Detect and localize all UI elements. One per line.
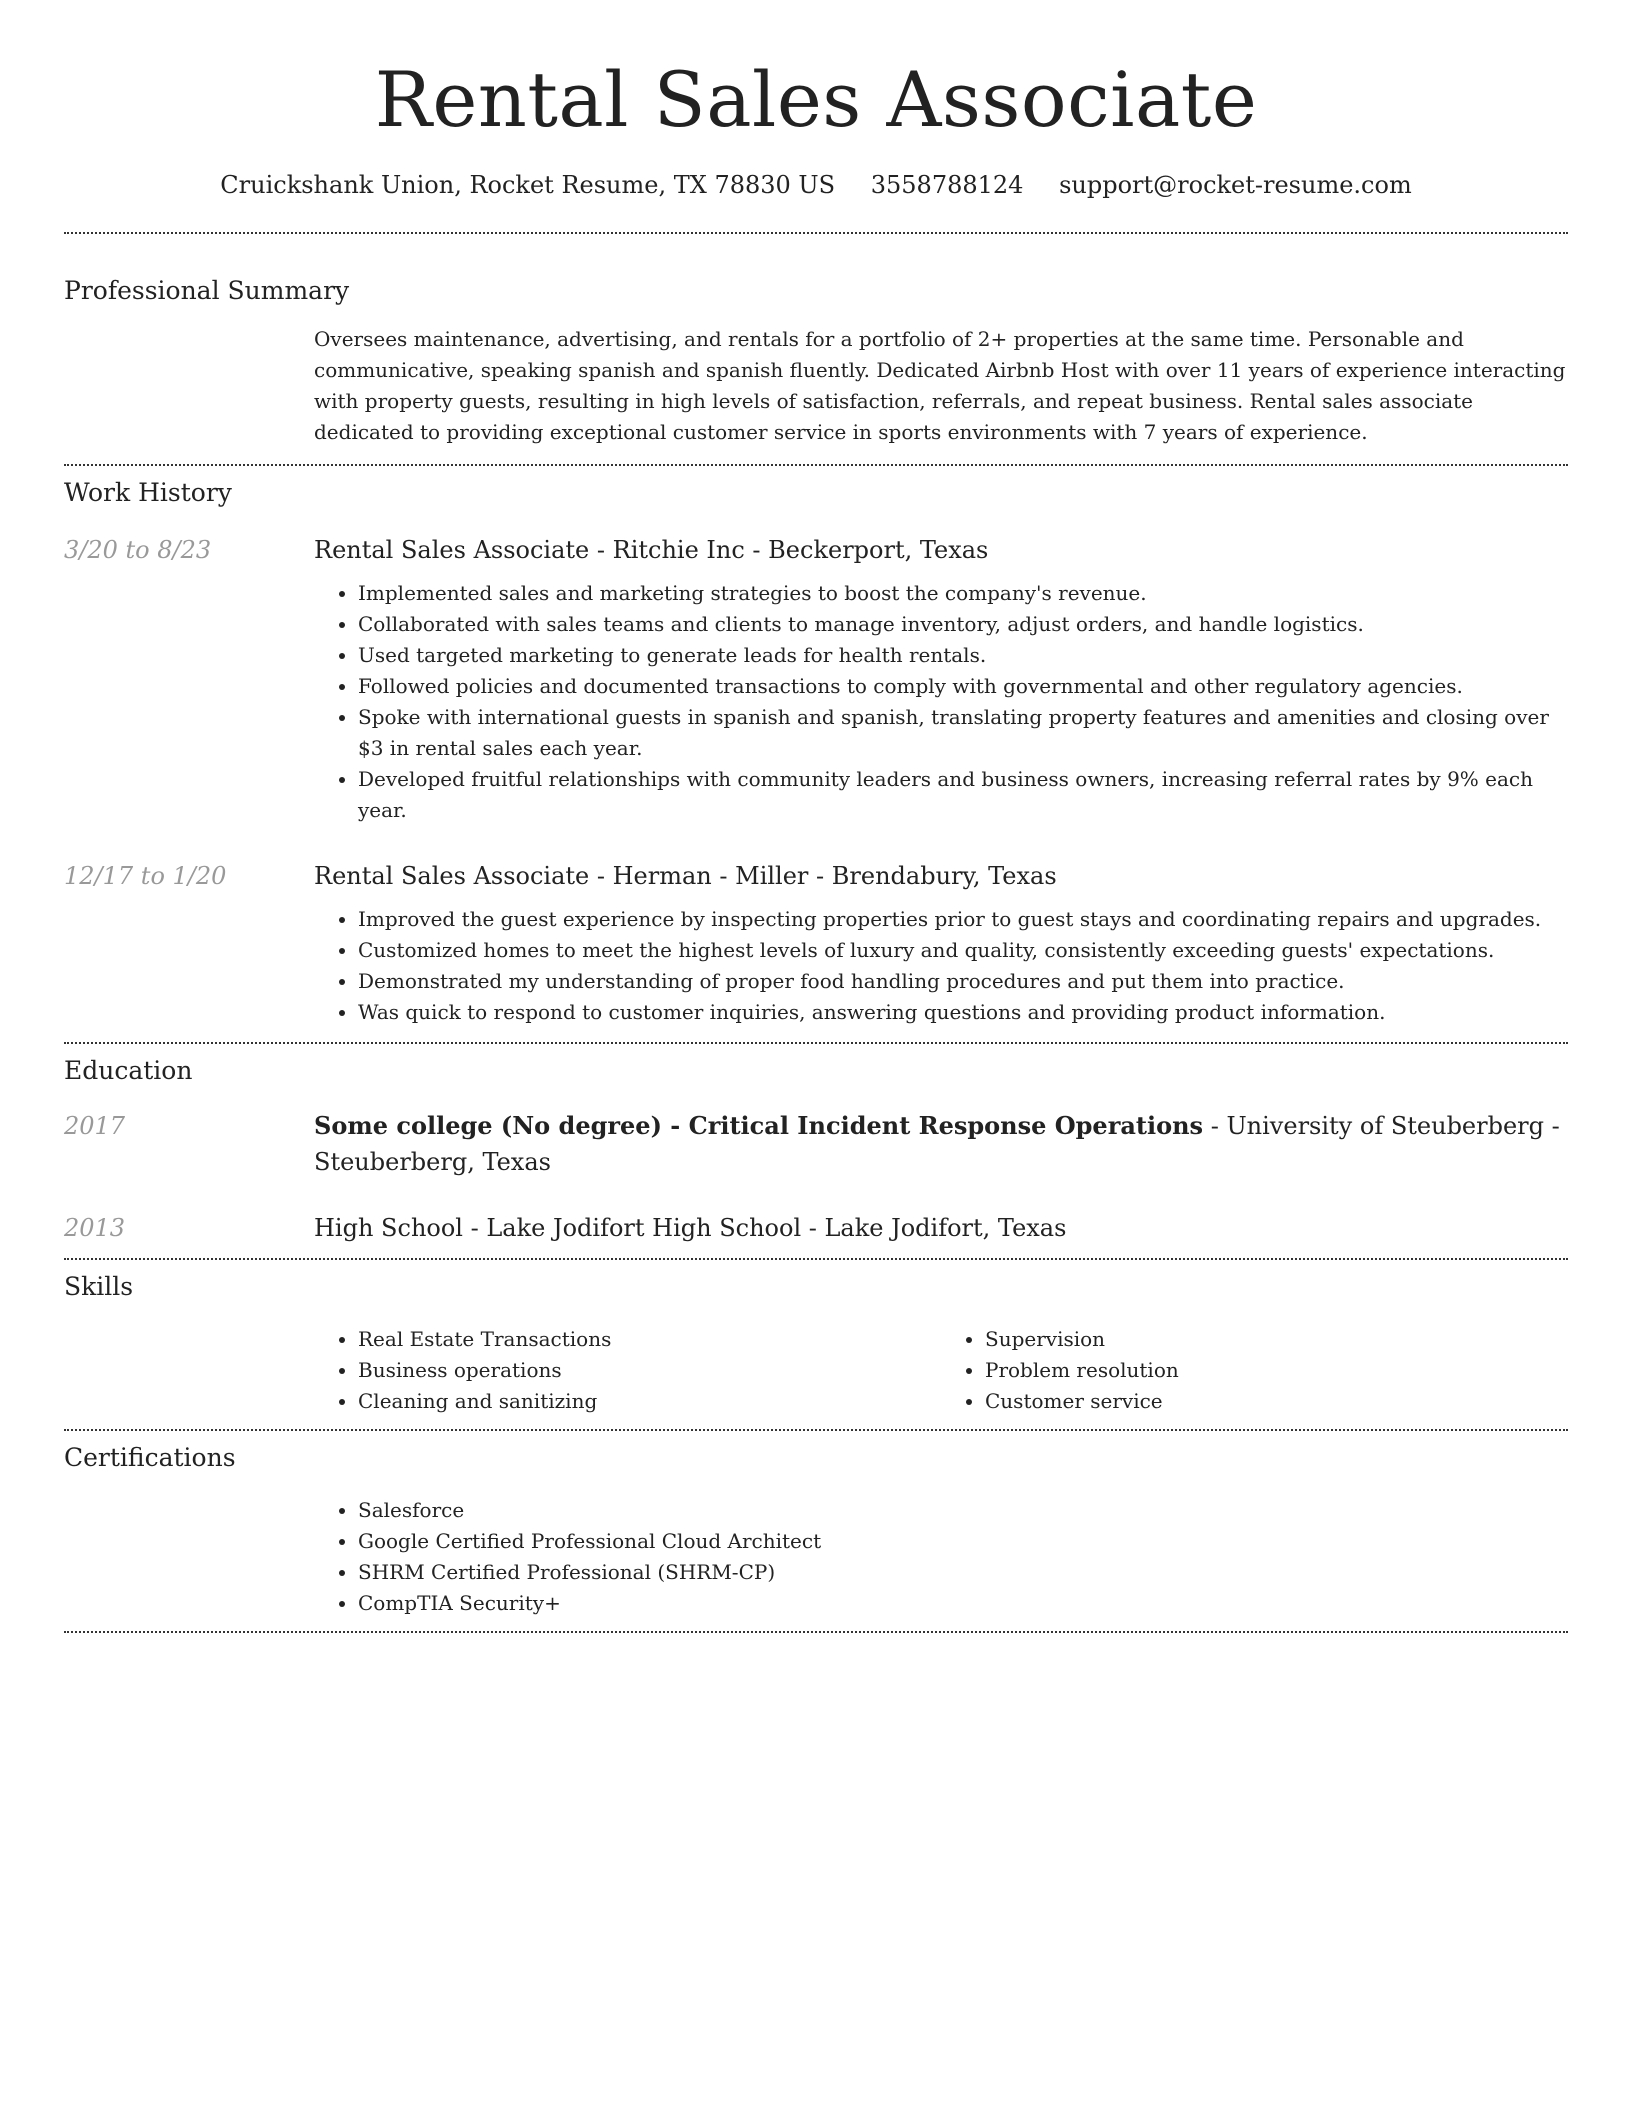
skills-list-left [314, 1324, 941, 1417]
list-item: • Salesforce [358, 1495, 1568, 1526]
education-section [64, 1044, 1568, 1258]
education-year: 2017 [64, 1112, 126, 1140]
job-title: Rental Sales Associate - Ritchie Inc - Beckerport, Texas [314, 536, 989, 564]
list-item: • Demonstrated my understanding of proper food handling procedures and put them into practice. [358, 966, 1568, 997]
job-title: Rental Sales Associate - Herman - Miller - Brendabury, Texas [314, 862, 1057, 890]
education-year: 2013 [64, 1214, 126, 1242]
list-item: • Cleaning and sanitizing [358, 1386, 941, 1417]
summary-text: Oversees maintenance, advertising, and rentals for a portfolio of 2+ properties at the same time. Personable and communicative, speaking spanish and spanish fluently. Dedicated Airbnb Host with over 11 years of experience interacting with property guests, resulting in high levels of satisfaction, referrals, and repeat business. Rental sales associate dedicated to providing exceptional customer service in sports environments with 7 years of experience. [314, 327, 1566, 444]
contact-phone: 3558788124 [870, 171, 1024, 199]
education-degree: Some college (No degree) - Critical Incident Response Operations [314, 1111, 1204, 1140]
resume-name: Rental Sales Associate [374, 55, 1258, 144]
skills-list-right [941, 1324, 1568, 1417]
list-item: • Business operations [358, 1355, 941, 1386]
education-school: - University of Steuberberg - Steuberberg, Texas [314, 1112, 1560, 1176]
work-title: Work History [64, 478, 232, 507]
divider [64, 1631, 1568, 1633]
certifications-title: Certifications [64, 1443, 236, 1472]
job-dates: 3/20 to 8/23 [64, 536, 212, 564]
job-dates: 12/17 to 1/20 [64, 862, 227, 890]
certifications-section [64, 1431, 1568, 1631]
list-item: • SHRM Certified Professional (SHRM-CP) [358, 1557, 1568, 1588]
education-title: Education [64, 1056, 193, 1085]
list-item: • Collaborated with sales teams and clients to manage inventory, adjust orders, and handle logistics. [358, 609, 1568, 640]
certifications-list [314, 1495, 1568, 1631]
education-school: High School - Lake Jodifort High School - Lake Jodifort, Texas [314, 1214, 1067, 1242]
list-item: • Followed policies and documented transactions to comply with governmental and other regulatory agencies. [358, 671, 1568, 702]
contact-email: support@rocket-resume.com [1059, 171, 1412, 199]
skills-grid [314, 1324, 1568, 1429]
list-item: • Was quick to respond to customer inquiries, answering questions and providing product information. [358, 997, 1568, 1028]
job-bullets [314, 904, 1568, 1042]
list-item: • Implemented sales and marketing strategies to boost the company's revenue. [358, 578, 1568, 609]
list-item: • CompTIA Security+ [358, 1588, 1568, 1619]
skills-title: Skills [64, 1272, 134, 1301]
skills-section [64, 1260, 1568, 1429]
list-item: • Improved the guest experience by inspecting properties prior to guest stays and coordinating repairs and upgrades. [358, 904, 1568, 935]
job-entry [64, 858, 1568, 1042]
list-item: • Real Estate Transactions [358, 1324, 941, 1355]
education-entry [64, 1210, 1568, 1258]
list-item: • Spoke with international guests in spanish and spanish, translating property features and amenities and closing over $3 in rental sales each year. [358, 702, 1568, 764]
list-item: • Customer service [985, 1386, 1568, 1417]
summary-title: Professional Summary [64, 276, 350, 305]
list-item: • Google Certified Professional Cloud Architect [358, 1526, 1568, 1557]
contact-line [64, 168, 1568, 202]
list-item: • Used targeted marketing to generate leads for health rentals. [358, 640, 1568, 671]
list-item: • Developed fruitful relationships with community leaders and business owners, increasing referral rates by 9% each year. [358, 764, 1568, 826]
list-item: • Customized homes to meet the highest levels of luxury and quality, consistently exceeding guests' expectations. [358, 935, 1568, 966]
education-entry [64, 1108, 1568, 1180]
list-item: • Problem resolution [985, 1355, 1568, 1386]
summary-section [64, 234, 1568, 464]
work-section [64, 466, 1568, 1042]
contact-address: Cruickshank Union, Rocket Resume, TX 78830 US [220, 171, 836, 199]
resume-page [64, 0, 1568, 1633]
list-item: • Supervision [985, 1324, 1568, 1355]
job-bullets [314, 578, 1568, 826]
job-entry [64, 532, 1568, 826]
